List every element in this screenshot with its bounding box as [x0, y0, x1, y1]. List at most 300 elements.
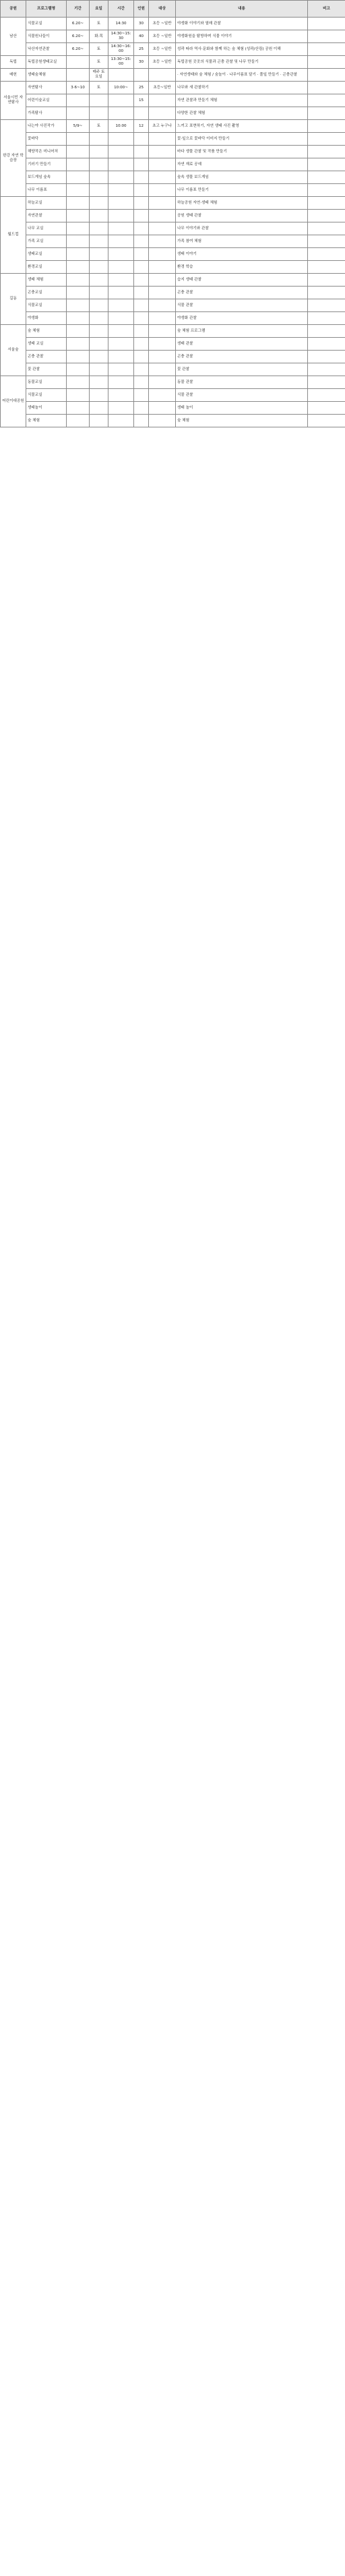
- capacity-cell: [134, 210, 149, 222]
- program-name-cell: 환경교실: [26, 261, 67, 274]
- program-name-cell: 식물교실: [26, 299, 67, 312]
- day-cell: [90, 299, 108, 312]
- date-cell: [67, 94, 90, 107]
- time-cell: [108, 69, 134, 82]
- capacity-cell: [134, 274, 149, 287]
- table-row: [1, 274, 345, 287]
- content-cell: 동물 관찰: [176, 376, 308, 389]
- table-row: [1, 82, 345, 94]
- note-cell: [308, 415, 345, 427]
- content-cell: 야생화 이야기와 열매 관찰: [176, 18, 308, 30]
- target-cell: [149, 415, 176, 427]
- program-name-cell: 동물교실: [26, 376, 67, 389]
- day-cell: [90, 338, 108, 351]
- date-cell: [67, 389, 90, 402]
- time-cell: 13:30~15:00: [108, 56, 134, 69]
- capacity-cell: 40: [134, 30, 149, 43]
- park-name-cell: 월드컵: [1, 197, 26, 274]
- date-cell: 6.20~: [67, 43, 90, 56]
- table-row: [1, 287, 345, 299]
- header-capacity: 인원: [134, 1, 149, 18]
- date-cell: 3·6~10: [67, 82, 90, 94]
- note-cell: [308, 171, 345, 184]
- target-cell: [149, 235, 176, 248]
- capacity-cell: 15: [134, 94, 149, 107]
- day-cell: [90, 94, 108, 107]
- time-cell: [108, 235, 134, 248]
- program-name-cell: 곤충 관찰: [26, 351, 67, 363]
- table-row: [1, 43, 345, 56]
- note-cell: [308, 261, 345, 274]
- time-cell: [108, 376, 134, 389]
- day-cell: [90, 402, 108, 415]
- note-cell: [308, 389, 345, 402]
- date-cell: [67, 415, 90, 427]
- note-cell: [308, 18, 345, 30]
- target-cell: [149, 94, 176, 107]
- capacity-cell: [134, 171, 149, 184]
- time-cell: 14:30~15:30: [108, 30, 134, 43]
- date-cell: [67, 299, 90, 312]
- table-row: [1, 184, 345, 197]
- content-cell: 곤충 관찰: [176, 287, 308, 299]
- day-cell: 매주 토요일: [90, 69, 108, 82]
- note-cell: [308, 338, 345, 351]
- target-cell: 초등~일반: [149, 82, 176, 94]
- note-cell: [308, 107, 345, 120]
- content-cell: · 자연생태와 숲 체험 / 숲놀이 · 나무이름표 달기 · 풀잎 만들기 · 곤충관찰: [176, 69, 308, 82]
- table-row: [1, 351, 345, 363]
- day-cell: 토: [90, 18, 108, 30]
- content-cell: 바다 생물 관찰 및 작품 만들기: [176, 146, 308, 158]
- content-cell: 가족 참여 체험: [176, 235, 308, 248]
- capacity-cell: [134, 133, 149, 146]
- content-cell: 야생화원을 탐방하며 식물 이야기: [176, 30, 308, 43]
- table-row: [1, 415, 345, 427]
- table-row: [1, 402, 345, 415]
- header-target: 대상: [149, 1, 176, 18]
- day-cell: [90, 363, 108, 376]
- date-cell: 6.20~: [67, 18, 90, 30]
- content-cell: 식물 관찰: [176, 389, 308, 402]
- day-cell: 토: [90, 120, 108, 133]
- note-cell: [308, 376, 345, 389]
- note-cell: [308, 69, 345, 82]
- time-cell: [108, 351, 134, 363]
- table-row: [1, 261, 345, 274]
- time-cell: [108, 325, 134, 338]
- table-row: [1, 222, 345, 235]
- day-cell: [90, 287, 108, 299]
- target-cell: [149, 222, 176, 235]
- program-name-cell: 기러기 만들기: [26, 158, 67, 171]
- note-cell: [308, 56, 345, 69]
- target-cell: [149, 171, 176, 184]
- target-cell: [149, 299, 176, 312]
- date-cell: [67, 158, 90, 171]
- time-cell: 14:30~16:00: [108, 43, 134, 56]
- note-cell: [308, 158, 345, 171]
- content-cell: 독립공원 곳곳의 식물과 곤충 관찰 및 나무 만들기: [176, 56, 308, 69]
- target-cell: [149, 287, 176, 299]
- day-cell: [90, 261, 108, 274]
- content-cell: 다양한 관찰 체험: [176, 107, 308, 120]
- target-cell: [149, 363, 176, 376]
- content-cell: 하늘공원 자연·생태 체험: [176, 197, 308, 210]
- day-cell: [90, 415, 108, 427]
- target-cell: [149, 312, 176, 325]
- note-cell: [308, 197, 345, 210]
- park-name-cell: 길동: [1, 274, 26, 325]
- header-time: 시간: [108, 1, 134, 18]
- note-cell: [308, 184, 345, 197]
- content-cell: 자연 관찰과 만들기 체험: [176, 94, 308, 107]
- date-cell: [67, 325, 90, 338]
- table-row: [1, 56, 345, 69]
- capacity-cell: [134, 351, 149, 363]
- date-cell: [67, 312, 90, 325]
- day-cell: [90, 133, 108, 146]
- target-cell: [149, 146, 176, 158]
- program-name-cell: 낙산자연관찰: [26, 43, 67, 56]
- header-content: 내용: [176, 1, 308, 18]
- time-cell: [108, 210, 134, 222]
- park-name-cell: 남산: [1, 18, 26, 56]
- target-cell: [149, 376, 176, 389]
- table-row: [1, 107, 345, 120]
- target-cell: [149, 261, 176, 274]
- note-cell: [308, 235, 345, 248]
- date-cell: [67, 402, 90, 415]
- day-cell: 화.목: [90, 30, 108, 43]
- program-name-cell: 식물교실: [26, 18, 67, 30]
- day-cell: 토: [90, 56, 108, 69]
- capacity-cell: [134, 338, 149, 351]
- date-cell: [67, 146, 90, 158]
- time-cell: [108, 184, 134, 197]
- capacity-cell: [134, 107, 149, 120]
- target-cell: [149, 248, 176, 261]
- capacity-cell: [134, 287, 149, 299]
- content-cell: 생태 관찰: [176, 338, 308, 351]
- table-row: [1, 69, 345, 82]
- table-row: [1, 338, 345, 351]
- target-cell: 초고 누구나: [149, 120, 176, 133]
- program-name-cell: 숲 체험: [26, 415, 67, 427]
- target-cell: [149, 197, 176, 210]
- day-cell: 토: [90, 82, 108, 94]
- target-cell: [149, 107, 176, 120]
- program-name-cell: 보드게임 숲속: [26, 171, 67, 184]
- content-cell: 성곽 따라 역사·문화와 함께 하는 숲 체험 (성곽/산림) 공원 이해: [176, 43, 308, 56]
- day-cell: [90, 248, 108, 261]
- program-name-cell: 식물교실: [26, 389, 67, 402]
- day-cell: [90, 158, 108, 171]
- day-cell: [90, 146, 108, 158]
- capacity-cell: 30: [134, 56, 149, 69]
- day-cell: [90, 312, 108, 325]
- note-cell: [308, 274, 345, 287]
- content-cell: 생태 이야기: [176, 248, 308, 261]
- table-row: [1, 312, 345, 325]
- program-name-cell: 하늘교실: [26, 197, 67, 210]
- target-cell: [149, 69, 176, 82]
- time-cell: [108, 338, 134, 351]
- header-date: 기간: [67, 1, 90, 18]
- content-cell: 느끼고 표현하기, 자연 생태 사진 촬영: [176, 120, 308, 133]
- table-row: [1, 146, 345, 158]
- time-cell: [108, 133, 134, 146]
- date-cell: [67, 363, 90, 376]
- capacity-cell: [134, 197, 149, 210]
- capacity-cell: [134, 235, 149, 248]
- note-cell: [308, 43, 345, 56]
- capacity-cell: 25: [134, 82, 149, 94]
- date-cell: [67, 376, 90, 389]
- note-cell: [308, 402, 345, 415]
- content-cell: 공원 생태 관찰: [176, 210, 308, 222]
- program-name-cell: 곤충교실: [26, 287, 67, 299]
- time-cell: [108, 363, 134, 376]
- day-cell: [90, 171, 108, 184]
- note-cell: [308, 312, 345, 325]
- target-cell: [149, 274, 176, 287]
- content-cell: 나무 이름표 만들기: [176, 184, 308, 197]
- note-cell: [308, 133, 345, 146]
- table-row: [1, 171, 345, 184]
- program-name-cell: 생태숲체험: [26, 69, 67, 82]
- capacity-cell: [134, 261, 149, 274]
- note-cell: [308, 248, 345, 261]
- capacity-cell: [134, 415, 149, 427]
- time-cell: 14:30: [108, 18, 134, 30]
- park-name-cell: 한강 자연 학습장: [1, 120, 26, 197]
- park-name-cell: 어린이대공원: [1, 376, 26, 427]
- target-cell: 초등 ~일반: [149, 30, 176, 43]
- header-program: 프로그램명: [26, 1, 67, 18]
- capacity-cell: [134, 184, 149, 197]
- note-cell: [308, 222, 345, 235]
- time-cell: [108, 171, 134, 184]
- content-cell: 꽃 관찰: [176, 363, 308, 376]
- program-name-cell: 나무 교실: [26, 222, 67, 235]
- date-cell: [67, 171, 90, 184]
- note-cell: [308, 351, 345, 363]
- program-name-cell: 생태교실: [26, 248, 67, 261]
- time-cell: [108, 389, 134, 402]
- target-cell: [149, 402, 176, 415]
- capacity-cell: [134, 312, 149, 325]
- day-cell: 토: [90, 43, 108, 56]
- date-cell: [67, 287, 90, 299]
- program-name-cell: 자연관찰: [26, 210, 67, 222]
- day-cell: [90, 389, 108, 402]
- program-name-cell: 독립공원생태교실: [26, 56, 67, 69]
- header-park: 공원: [1, 1, 26, 18]
- day-cell: [90, 197, 108, 210]
- content-cell: 숲 체험: [176, 415, 308, 427]
- program-name-cell: 가족탐사: [26, 107, 67, 120]
- time-cell: [108, 158, 134, 171]
- table-row: [1, 389, 345, 402]
- table-row: [1, 299, 345, 312]
- program-name-cell: 나무 이름표: [26, 184, 67, 197]
- target-cell: [149, 158, 176, 171]
- header-day: 요일: [90, 1, 108, 18]
- program-name-cell: 가족 교실: [26, 235, 67, 248]
- capacity-cell: 30: [134, 18, 149, 30]
- target-cell: [149, 210, 176, 222]
- table-row: [1, 120, 345, 133]
- date-cell: [67, 222, 90, 235]
- date-cell: [67, 338, 90, 351]
- table-row: [1, 30, 345, 43]
- content-cell: 자연 재료 공예: [176, 158, 308, 171]
- date-cell: [67, 274, 90, 287]
- target-cell: 초등 ~일반: [149, 43, 176, 56]
- capacity-cell: [134, 248, 149, 261]
- target-cell: [149, 338, 176, 351]
- capacity-cell: [134, 146, 149, 158]
- time-cell: 10:00~: [108, 82, 134, 94]
- note-cell: [308, 325, 345, 338]
- date-cell: 5/9~: [67, 120, 90, 133]
- note-cell: [308, 287, 345, 299]
- table-row: [1, 376, 345, 389]
- table-row: [1, 18, 345, 30]
- table-row: [1, 248, 345, 261]
- day-cell: [90, 235, 108, 248]
- content-cell: 식물 관찰: [176, 299, 308, 312]
- date-cell: [67, 69, 90, 82]
- day-cell: [90, 222, 108, 235]
- date-cell: [67, 210, 90, 222]
- capacity-cell: [134, 389, 149, 402]
- table-row: [1, 197, 345, 210]
- capacity-cell: [134, 158, 149, 171]
- time-cell: 10:00: [108, 120, 134, 133]
- date-cell: [67, 56, 90, 69]
- time-cell: [108, 146, 134, 158]
- note-cell: [308, 363, 345, 376]
- target-cell: 초등 ~일반: [149, 18, 176, 30]
- park-name-cell: 독립: [1, 56, 26, 69]
- note-cell: [308, 146, 345, 158]
- table-row: [1, 235, 345, 248]
- table-row: [1, 210, 345, 222]
- content-cell: 숲 체험 프로그램: [176, 325, 308, 338]
- day-cell: [90, 376, 108, 389]
- content-cell: 환경 학습: [176, 261, 308, 274]
- content-cell: 숲속 생물 보드게임: [176, 171, 308, 184]
- content-cell: 나무와 새 관찰하기: [176, 82, 308, 94]
- day-cell: [90, 351, 108, 363]
- note-cell: [308, 30, 345, 43]
- program-name-cell: 꽃바닥: [26, 133, 67, 146]
- capacity-cell: [134, 299, 149, 312]
- day-cell: [90, 274, 108, 287]
- note-cell: [308, 210, 345, 222]
- day-cell: [90, 184, 108, 197]
- park-name-cell: 매헌: [1, 69, 26, 82]
- target-cell: [149, 184, 176, 197]
- content-cell: 꽃·잎으로 꽃바닥 이미지 만들기: [176, 133, 308, 146]
- program-name-cell: 생태놀이: [26, 402, 67, 415]
- program-name-cell: 해양작은 미니어처: [26, 146, 67, 158]
- table-row: [1, 133, 345, 146]
- table-header-row: [1, 1, 345, 18]
- header-note: 비고: [308, 1, 345, 18]
- program-name-cell: 숲 체험: [26, 325, 67, 338]
- time-cell: [108, 299, 134, 312]
- program-name-cell: 꽃 관찰: [26, 363, 67, 376]
- capacity-cell: [134, 222, 149, 235]
- capacity-cell: [134, 402, 149, 415]
- date-cell: [67, 235, 90, 248]
- note-cell: [308, 299, 345, 312]
- date-cell: [67, 133, 90, 146]
- table-row: [1, 94, 345, 107]
- day-cell: [90, 325, 108, 338]
- program-name-cell: 자연탐사: [26, 82, 67, 94]
- date-cell: 6.20~: [67, 30, 90, 43]
- time-cell: [108, 415, 134, 427]
- program-name-cell: 야생화: [26, 312, 67, 325]
- time-cell: [108, 248, 134, 261]
- program-name-cell: 생태 교실: [26, 338, 67, 351]
- content-cell: 나무 이야기와 관찰: [176, 222, 308, 235]
- date-cell: [67, 197, 90, 210]
- content-cell: 야생화 관찰: [176, 312, 308, 325]
- park-name-cell: 서울시민 자연탐사: [1, 82, 26, 120]
- target-cell: [149, 351, 176, 363]
- target-cell: [149, 325, 176, 338]
- note-cell: [308, 82, 345, 94]
- note-cell: [308, 120, 345, 133]
- time-cell: [108, 261, 134, 274]
- capacity-cell: [134, 69, 149, 82]
- date-cell: [67, 248, 90, 261]
- time-cell: [108, 402, 134, 415]
- park-name-cell: 서울숲: [1, 325, 26, 376]
- day-cell: [90, 210, 108, 222]
- time-cell: [108, 312, 134, 325]
- program-name-cell: 어린이숲교실: [26, 94, 67, 107]
- time-cell: [108, 94, 134, 107]
- day-cell: [90, 107, 108, 120]
- table-row: [1, 325, 345, 338]
- date-cell: [67, 107, 90, 120]
- date-cell: [67, 184, 90, 197]
- capacity-cell: [134, 325, 149, 338]
- content-cell: 생태 놀이: [176, 402, 308, 415]
- note-cell: [308, 94, 345, 107]
- time-cell: [108, 274, 134, 287]
- content-cell: 곤충 관찰: [176, 351, 308, 363]
- time-cell: [108, 107, 134, 120]
- table-row: [1, 158, 345, 171]
- capacity-cell: [134, 376, 149, 389]
- schedule-body: [1, 18, 345, 427]
- content-cell: 습지 생태 관찰: [176, 274, 308, 287]
- target-cell: [149, 133, 176, 146]
- date-cell: [67, 261, 90, 274]
- capacity-cell: 12: [134, 120, 149, 133]
- target-cell: [149, 389, 176, 402]
- table-row: [1, 363, 345, 376]
- time-cell: [108, 197, 134, 210]
- program-name-cell: 나는야 사진작가: [26, 120, 67, 133]
